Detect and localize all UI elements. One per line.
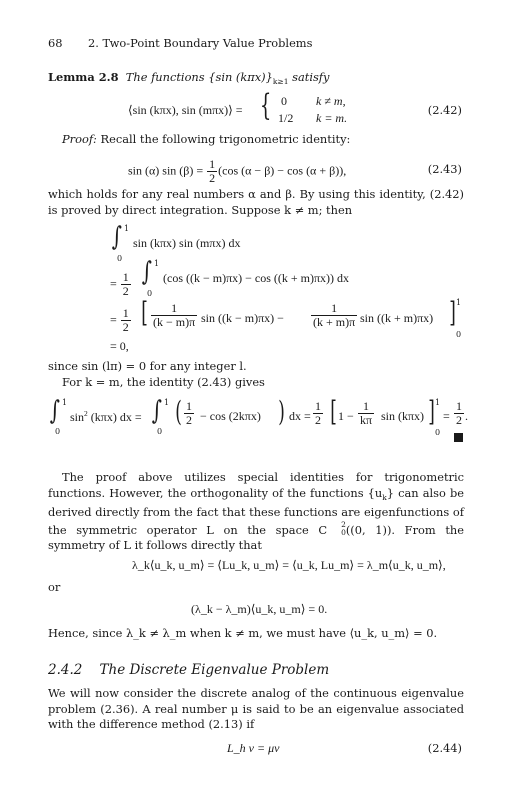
left-bracket-icon: [ [141, 296, 148, 329]
final-cos-term: − cos (2kπx) [200, 409, 261, 423]
integral-line-3-prefix: = $\frac{1}{2}$ [110, 306, 129, 334]
qed-square-icon [454, 433, 463, 442]
proof-intro-text: Recall the following trigonometric identity: [100, 132, 351, 146]
integral-line-1: sin (kπx) sin (mπx) dx [133, 236, 241, 250]
since-statement: since sin (lπ) = 0 for any integer l. [48, 359, 247, 373]
integral-line-2-prefix: = $\frac{1}{2}$ [110, 270, 129, 298]
or-word: or [48, 580, 61, 594]
upper-eval-limit: 1 [456, 298, 462, 307]
discussion-paragraph: The proof above utilizes special identities for trigonometric functions. However, the orthogonality of the functions $\{u_k\}$ can also be derived directly from the fact that these functions are eigenfunctions of the symmetric operator L on the space C 2 0 ((0, 1)). From the symmetry of L it follows directly that [48, 470, 464, 553]
case-equal-statement: For k = m, the identity (2.43) gives [62, 375, 265, 389]
lower-limit-1: 0 [117, 254, 123, 263]
case-2-condition: k = m. [316, 111, 348, 125]
final-right-bracket-icon: ] [428, 395, 435, 428]
case-1-condition: k ≠ m, [316, 94, 346, 108]
equation-number-2-44: (2.44) [427, 741, 462, 755]
section-heading [48, 662, 329, 678]
section-number: 2.4.2 [48, 662, 83, 678]
final-frac-kpi: $\frac{1}{k\pi}$ [360, 399, 373, 427]
section-title: The Discrete Eigenvalue Problem [99, 662, 330, 678]
equation-2-42-lhs: ⟨sin (kπx), sin (mπx)⟩ = [128, 103, 243, 117]
section-paragraph: We will now consider the discrete analog of the continuous eigenvalue problem (2.36). A real number μ is said to be an eigenvalue associated with the difference method (2.13) if [48, 686, 464, 732]
equation-2-42-brace [256, 88, 275, 123]
lemma-statement [48, 70, 329, 89]
upper-limit-3: 1 [62, 398, 68, 407]
integral-sign-4: ∫ [151, 396, 162, 426]
final-half-2: $\frac{1}{2}$ [315, 399, 321, 427]
final-one-minus: 1 − [338, 409, 354, 423]
final-integrand: $\sin^2 (k\pi x)$ dx = [70, 409, 142, 424]
left-brace-icon: { [259, 88, 272, 123]
final-result-half: $\frac{1}{2}$ [456, 399, 462, 427]
integral-line-3-frac-2: $\frac{1}{(k + m)\pi}$ [313, 301, 356, 329]
lemma-subscript: k≥1 [272, 77, 289, 86]
lower-limit-2: 0 [147, 289, 153, 298]
equation-number-2-42: (2.42) [427, 103, 462, 117]
equation-number-2-43: (2.43) [427, 162, 462, 176]
proof-intro [62, 132, 350, 146]
lower-limit-4: 0 [157, 427, 163, 436]
symmetry-equation: λ_k⟨u_k, u_m⟩ = ⟨Lu_k, u_m⟩ = ⟨u_k, Lu_m⟩ = λ_m⟨u_k, u_m⟩, [132, 558, 446, 572]
identity-lhs: sin (α) sin (β) = [128, 163, 204, 178]
integral-line-4: = 0, [110, 339, 129, 353]
case-2-value: 1/2 [278, 111, 294, 125]
integral-sign-3: ∫ [49, 396, 60, 426]
fraction-one-half: $\frac{1}{2}$ [209, 157, 216, 185]
identity-2-43 [128, 158, 346, 185]
lower-eval-limit: 0 [456, 330, 462, 339]
final-left-bracket-icon: [ [330, 395, 337, 428]
final-period: . [465, 409, 468, 423]
case-1-value: 0 [281, 94, 287, 108]
running-title: 2. Two-Point Boundary Value Problems [88, 36, 313, 50]
final-lower-eval: 0 [435, 428, 441, 437]
integral-line-2: (cos ((k − m)πx) − cos ((k + m)πx)) dx [163, 271, 350, 285]
integral-sign-1: ∫ [111, 222, 122, 252]
upper-limit-1: 1 [124, 224, 130, 233]
right-paren-icon: ) [278, 395, 285, 428]
lemma-label: Lemma 2.8 [48, 70, 119, 84]
proof-paragraph: which holds for any real numbers α and β. By using this identity, (2.42) is proved by direct integration. Suppose k ≠ m; then [48, 187, 464, 217]
final-sin-term: sin (kπx) [381, 409, 425, 423]
page-number: 68 [48, 36, 63, 50]
final-equals: = [443, 409, 450, 423]
eigenvalue-equation: L_h v = μv [227, 741, 280, 755]
integral-line-3-frac-1: $\frac{1}{(k - m)\pi}$ [153, 301, 196, 329]
orthogonality-equation: (λ_k − λ_m)⟨u_k, u_m⟩ = 0. [191, 602, 328, 616]
right-bracket-icon: ] [449, 296, 456, 329]
final-dx: dx = [289, 409, 311, 423]
integral-sign-2: ∫ [141, 257, 152, 287]
lemma-text-end: satisfy [292, 70, 330, 84]
lower-limit-3: 0 [55, 427, 61, 436]
upper-limit-4: 1 [164, 398, 170, 407]
left-paren-icon: ( [175, 395, 182, 428]
upper-limit-2: 1 [154, 259, 160, 268]
conclusion-statement: Hence, since λ_k ≠ λ_m when k ≠ m, we must have ⟨u_k, u_m⟩ = 0. [48, 626, 438, 640]
identity-rhs: (cos (α − β) − cos (α + β)), [218, 163, 347, 178]
final-upper-eval: 1 [435, 398, 441, 407]
integral-line-3-term-1: sin ((k − m)πx) − [201, 311, 284, 325]
integral-line-3-term-2: sin ((k + m)πx) [360, 311, 434, 325]
lemma-text: The functions {sin (kπx)} [125, 70, 273, 84]
proof-label: Proof: [62, 132, 97, 146]
final-half: $\frac{1}{2}$ [186, 399, 192, 427]
